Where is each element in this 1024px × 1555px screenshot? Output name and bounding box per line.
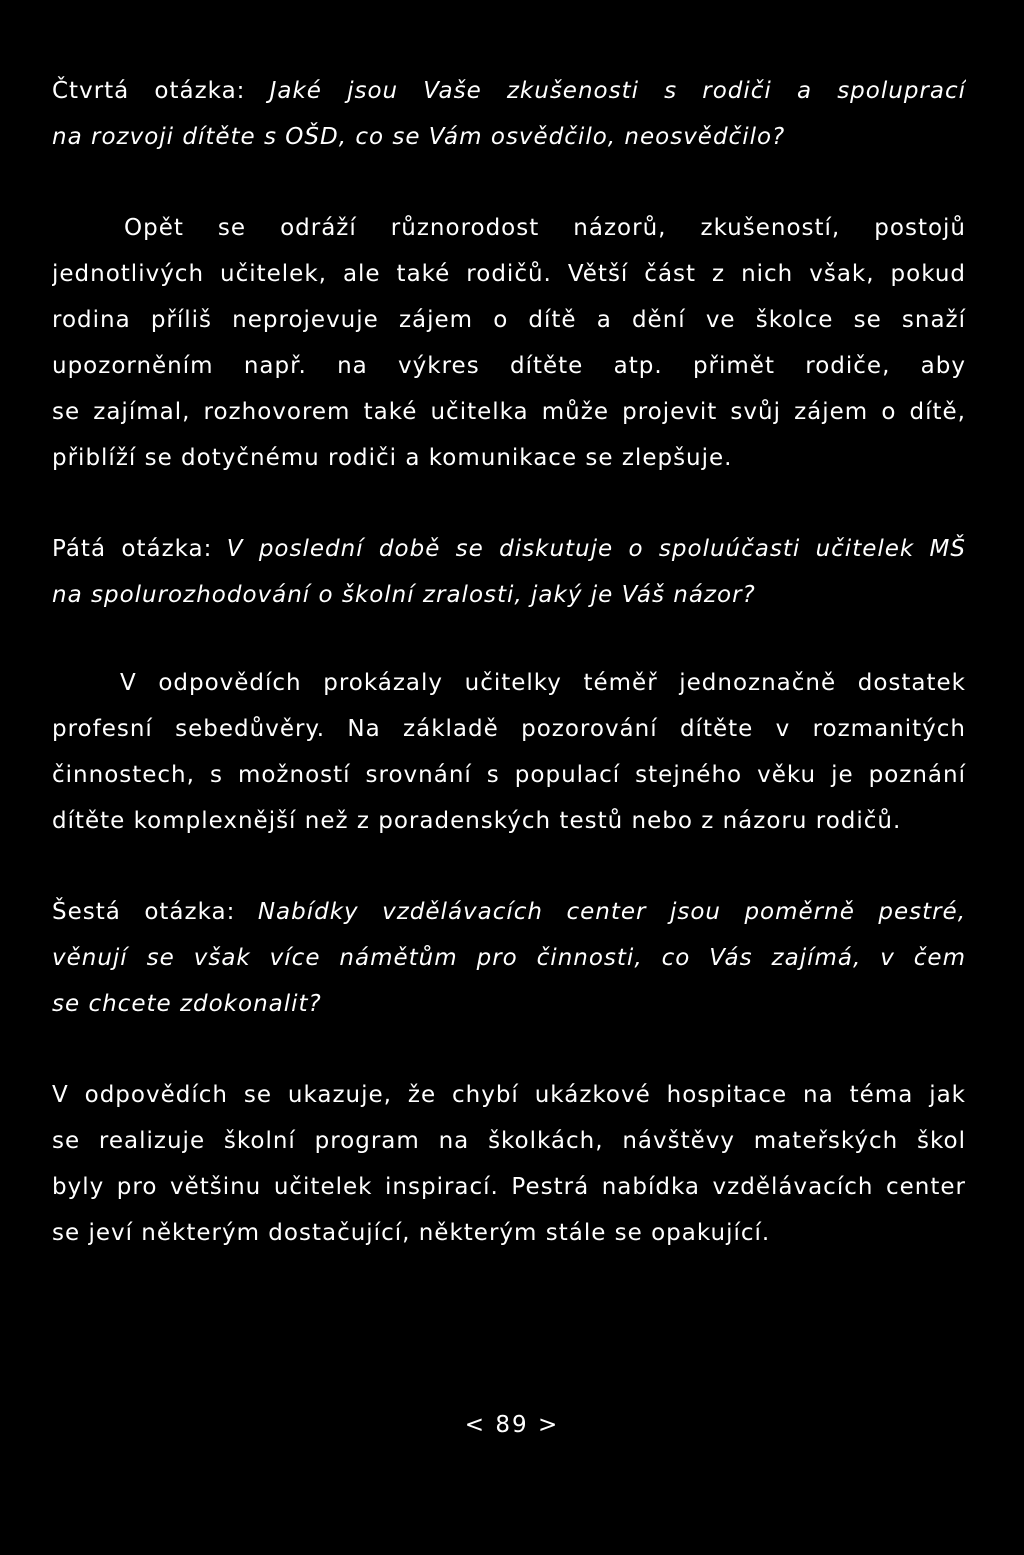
answer-line: profesní sebedůvěry. Na základě pozorování dítěte v rozmanitých <box>52 716 966 742</box>
question-block-5 <box>52 526 966 618</box>
question-text: V poslední době se diskutuje o spoluúčasti učitelek MŠ <box>226 536 966 562</box>
question-block-4 <box>52 68 966 160</box>
question-text: Nabídky vzdělávacích center jsou poměrně pestré, <box>257 899 966 925</box>
answer-line: činnostech, s možností srovnání s populací stejného věku je poznání <box>52 762 966 788</box>
answer-line: se zajímal, rozhovorem také učitelka může projevit svůj zájem o dítě, <box>52 399 966 425</box>
answer-line: byly pro většinu učitelek inspirací. Pestrá nabídka vzdělávacích center <box>52 1174 966 1200</box>
question-line: na spolurozhodování o školní zralosti, jaký je Váš názor? <box>52 582 756 608</box>
question-line <box>52 68 966 114</box>
question-text: Jaké jsou Vaše zkušenosti s rodiči a spoluprací <box>269 78 966 104</box>
question-line <box>52 526 966 572</box>
answer-line: přiblíží se dotyčnému rodiči a komunikace se zlepšuje. <box>52 445 733 471</box>
question-line <box>52 889 966 935</box>
answer-line: dítěte komplexnější než z poradenských testů nebo z názoru rodičů. <box>52 808 902 834</box>
question-line: se chcete zdokonalit? <box>52 991 322 1017</box>
answer-line: Opět se odráží různorodost názorů, zkušeností, postojů <box>124 215 966 241</box>
answer-line: V odpovědích se ukazuje, že chybí ukázkové hospitace na téma jak <box>52 1082 966 1108</box>
question-label: Čtvrtá otázka: <box>52 78 246 104</box>
answer-line: rodina příliš neprojevuje zájem o dítě a dění ve školce se snaží <box>52 307 966 333</box>
document-page <box>52 68 966 1256</box>
answer-line: V odpovědích prokázaly učitelky téměř jednoznačně dostatek <box>120 670 966 696</box>
answer-line: jednotlivých učitelek, ale také rodičů. Větší část z nich však, pokud <box>52 261 966 287</box>
question-line: na rozvoji dítěte s OŠD, co se Vám osvědčilo, neosvědčilo? <box>52 124 786 150</box>
question-line: věnují se však více námětům pro činnosti, co Vás zajímá, v čem <box>52 945 966 971</box>
answer-block-5 <box>52 660 966 844</box>
answer-block-4 <box>52 205 966 481</box>
answer-line: se jeví některým dostačující, některým stále se opakující. <box>52 1220 771 1246</box>
question-block-6 <box>52 889 966 1027</box>
page-number: < 89 > <box>464 1412 560 1438</box>
question-label: Pátá otázka: <box>52 536 213 562</box>
question-label: Šestá otázka: <box>52 899 236 925</box>
answer-line: upozorněním např. na výkres dítěte atp. přimět rodiče, aby <box>52 353 966 379</box>
answer-line: se realizuje školní program na školkách, návštěvy mateřských škol <box>52 1128 966 1154</box>
answer-block-6 <box>52 1072 966 1256</box>
